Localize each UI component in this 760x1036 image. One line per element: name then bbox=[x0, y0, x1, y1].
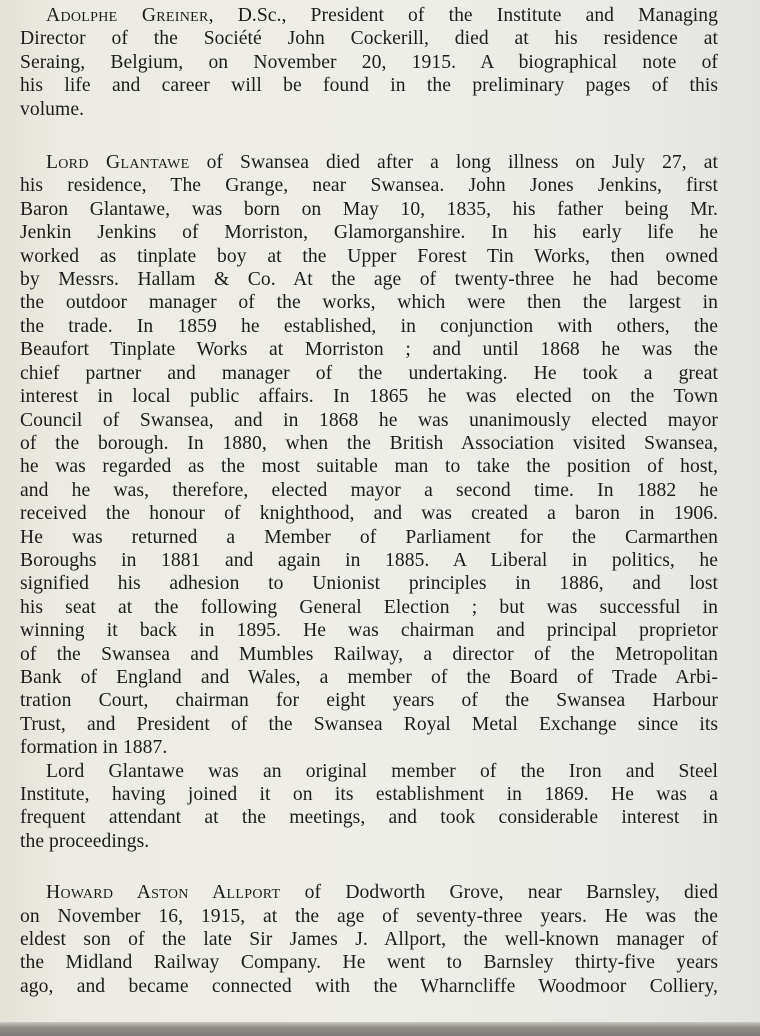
text-line: Bank of England and Wales, a member of the Board of Trade Arbi- bbox=[20, 666, 718, 688]
text-line: ago, and became connected with the Wharncliffe Woodmoor Colliery, bbox=[20, 975, 718, 997]
text-line: Jenkin Jenkins of Morriston, Glamorganshire. In his early life he bbox=[20, 222, 718, 244]
person-name: Lord Glantawe bbox=[46, 152, 190, 174]
text-line: signified his adhesion to Unionist principles in 1886, and lost bbox=[20, 573, 718, 595]
text-line: Trust, and President of the Swansea Royal Metal Exchange since its bbox=[20, 713, 718, 735]
page-edge-shadow bbox=[0, 1022, 760, 1036]
text-line: of the Swansea and Mumbles Railway, a director of the Metropolitan bbox=[20, 643, 718, 665]
obituary-allport bbox=[20, 881, 718, 998]
text-line: eldest son of the late Sir James J. Allport, the well-known manager of bbox=[20, 929, 718, 951]
text-line: volume. bbox=[20, 98, 85, 120]
text-line: the outdoor manager of the works, which were then the largest in bbox=[20, 292, 718, 314]
text-line: Seraing, Belgium, on November 20, 1915. A biographical note of bbox=[20, 51, 718, 73]
text-line: he was regarded as the most suitable man to take the position of host, bbox=[20, 456, 718, 478]
text-line: the Midland Railway Company. He went to Barnsley thirty-five years bbox=[20, 952, 718, 974]
text-line: the trade. In 1859 he established, in conjunction with others, the bbox=[20, 315, 718, 337]
text-line: Lord Glantawe of Swansea died after a long illness on July 27, at bbox=[46, 152, 718, 174]
text-line: Institute, having joined it on its establishment in 1869. He was a bbox=[20, 784, 718, 805]
obituary-greiner bbox=[20, 4, 718, 121]
text-line: Director of the Société John Cockerill, died at his residence at bbox=[20, 28, 718, 50]
text-line: his life and career will be found in the preliminary pages of this bbox=[20, 75, 718, 97]
text-line: Adolphe Greiner, D.Sc., President of the Institute and Managing bbox=[46, 5, 718, 26]
text-line: his residence, The Grange, near Swansea. John Jones Jenkins, first bbox=[20, 175, 718, 197]
text-line: worked as tinplate boy at the Upper Forest Tin Works, then owned bbox=[20, 245, 718, 267]
person-name: Adolphe Greiner bbox=[46, 5, 209, 26]
text-line: and he was, therefore, elected mayor a second time. In 1882 he bbox=[20, 479, 718, 501]
text-line: Boroughs in 1881 and again in 1885. A Liberal in politics, he bbox=[20, 549, 718, 571]
text-line: by Messrs. Hallam & Co. At the age of twenty-three he had become bbox=[20, 269, 718, 291]
text-line: Howard Aston Allport of Dodworth Grove, near Barnsley, died bbox=[46, 882, 718, 904]
text-line: frequent attendant at the meetings, and took considerable interest in bbox=[20, 807, 718, 829]
text-line: formation in 1887. bbox=[20, 737, 168, 759]
person-name: Howard Aston Allport bbox=[46, 882, 281, 904]
text-line: He was returned a Member of Parliament for the Carmarthen bbox=[20, 526, 718, 548]
text-line: Lord Glantawe was an original member of the Iron and Steel bbox=[46, 760, 718, 782]
text-line: Beaufort Tinplate Works at Morriston ; and until 1868 he was the bbox=[20, 339, 718, 361]
text-line: winning it back in 1895. He was chairman and principal proprietor bbox=[20, 620, 718, 642]
text-line: tration Court, chairman for eight years of the Swansea Harbour bbox=[20, 690, 718, 712]
text-line: interest in local public affairs. In 1865 he was elected on the Town bbox=[20, 386, 718, 408]
obituary-glantawe bbox=[20, 151, 718, 760]
document-page bbox=[20, 4, 718, 998]
text-line: received the honour of knighthood, and was created a baron in 1906. bbox=[20, 503, 718, 525]
text-line: chief partner and manager of the undertaking. He took a great bbox=[20, 362, 718, 384]
text-line: his seat at the following General Election ; but was successful in bbox=[20, 596, 718, 618]
text-line: Council of Swansea, and in 1868 he was unanimously elected mayor bbox=[20, 409, 718, 431]
text-line: the proceedings. bbox=[20, 830, 150, 852]
text-line: on November 16, 1915, at the age of seventy-three years. He was the bbox=[20, 905, 718, 927]
text-line: Baron Glantawe, was born on May 10, 1835, his father being Mr. bbox=[20, 198, 718, 220]
text-line: of the borough. In 1880, when the British Association visited Swansea, bbox=[20, 432, 718, 454]
obituary-glantawe-continuation bbox=[20, 760, 718, 854]
